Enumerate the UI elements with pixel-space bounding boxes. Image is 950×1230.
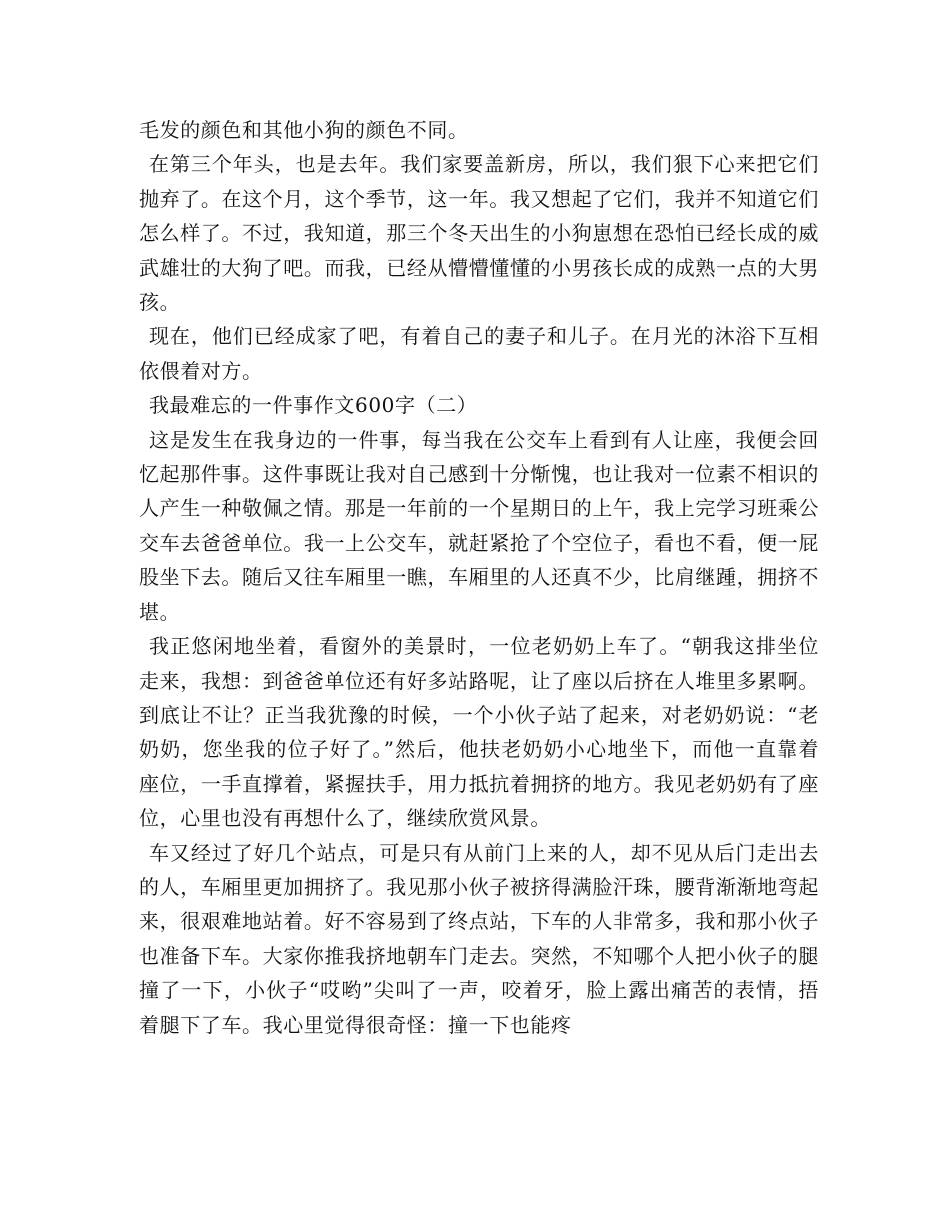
paragraph: 这是发生在我身边的一件事，每当我在公交车上看到有人让座，我便会回忆起那件事。这件事既让我对自己感到十分惭愧，也让我对一位素不相识的人产生一种敬佩之情。那是一年前的一个星期日的上午，我上完学习班乘公交车去爸爸单位。我一上公交车，就赶紧抢了个空位子，看也不看，便一屁股坐下去。随后又往车厢里一瞧，车厢里的人还真不少，比肩继踵，拥挤不堪。	[139, 427, 819, 624]
section-heading: 我最难忘的一件事作文600字（二）	[149, 393, 478, 418]
paragraph: 车又经过了好几个站点，可是只有从前门上来的人，却不见从后门走出去的人，车厢里更加拥挤了。我见那小伙子被挤得满脸汗珠，腰背渐渐地弯起来，很艰难地站着。好不容易到了终点站，下车的人非常多，我和那小伙子也准备下车。大家你推我挤地朝车门走去。突然，不知哪个人把小伙子的腿撞了一下，小伙子“哎哟”尖叫了一声，咬着牙，脸上露出痛苦的表情，捂着腿下了车。我心里觉得很奇怪：撞一下也能疼	[139, 840, 819, 1037]
document-body	[139, 113, 819, 1042]
paragraph: 毛发的颜色和其他小狗的颜色不同。	[139, 118, 469, 142]
paragraph: 在第三个年头，也是去年。我们家要盖新房，所以，我们狠下心来把它们抛弃了。在这个月，这个季节，这一年。我又想起了它们，我并不知道它们怎么样了。不过，我知道，那三个冬天出生的小狗崽想在恐怕已经长成的威武雄壮的大狗了吧。而我，已经从懵懵懂懂的小男孩长成的成熟一点的大男孩。	[139, 152, 819, 315]
paragraph: 我正悠闲地坐着，看窗外的美景时，一位老奶奶上车了。“朝我这排坐位走来，我想：到爸爸单位还有好多站路呢，让了座以后挤在人堆里多累啊。到底让不让？正当我犹豫的时候，一个小伙子站了起来，对老奶奶说：“老奶奶，您坐我的位子好了。”然后，他扶老奶奶小心地坐下，而他一直靠着座位，一手直撑着，紧握扶手，用力抵抗着拥挤的地方。我见老奶奶有了座位，心里也没有再想什么了，继续欣赏风景。	[139, 634, 819, 831]
paragraph: 现在，他们已经成家了吧，有着自己的妻子和儿子。在月光的沐浴下互相依偎着对方。	[139, 324, 819, 383]
